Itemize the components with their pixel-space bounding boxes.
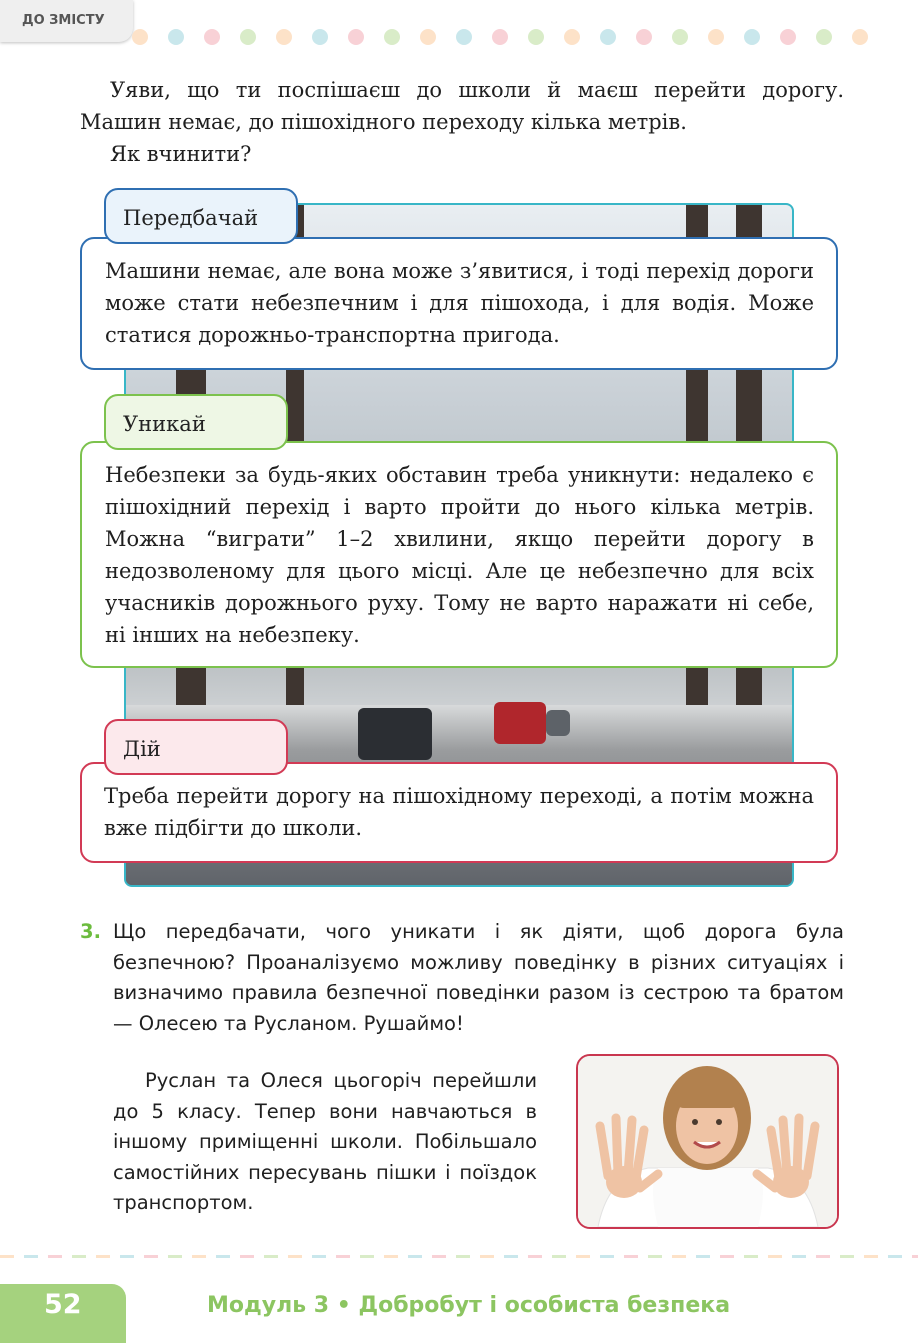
- decorative-dot: [564, 29, 580, 45]
- avoid-text: Небезпеки за будь-яких обставин треба уникнути: недалеко є пішохідний перехід і варто пройти до нього кілька метрів. Можна “виграти” 1–2 хвилини, якщо перейти дорогу в недозволеному для цього місці. Але це небезпечно для всіх учасників дорожнього руху. Тому не варто наражати ні себе, ні інших на небезпеку.: [105, 463, 814, 647]
- decorative-dot: [780, 29, 796, 45]
- divider-dash: [912, 1255, 918, 1258]
- divider-dash: [192, 1255, 206, 1258]
- red-truck: [494, 702, 546, 744]
- divider-dash: [72, 1255, 86, 1258]
- divider-dash: [840, 1255, 854, 1258]
- divider-dash: [720, 1255, 734, 1258]
- divider-dash: [792, 1255, 806, 1258]
- distant-car: [546, 710, 570, 736]
- decorative-dot: [744, 29, 760, 45]
- divider-dash: [552, 1255, 566, 1258]
- decorative-dot: [132, 29, 148, 45]
- divider-dash: [432, 1255, 446, 1258]
- intro-question: Як вчинити?: [110, 142, 252, 166]
- story-text: Руслан та Олеся цьогоріч перейшли до 5 класу. Тепер вони навчаються в іншому приміщенні школи. Побільшало самостійних пересувань пішки і поїздок транспортом.: [113, 1069, 537, 1214]
- divider-dash: [456, 1255, 470, 1258]
- divider-dash: [240, 1255, 254, 1258]
- foresee-box: [80, 237, 838, 370]
- dashed-divider: [0, 1255, 918, 1259]
- foresee-label: Передбачай: [104, 188, 298, 244]
- decorative-dot: [348, 29, 364, 45]
- divider-dash: [24, 1255, 38, 1258]
- decorative-dot: [816, 29, 832, 45]
- avoid-label: Уникай: [104, 394, 288, 450]
- divider-dash: [0, 1255, 14, 1258]
- girl-photo: [576, 1054, 839, 1229]
- divider-dash: [216, 1255, 230, 1258]
- divider-dash: [360, 1255, 374, 1258]
- divider-dash: [48, 1255, 62, 1258]
- divider-dash: [408, 1255, 422, 1258]
- task-text: Що передбачати, чого уникати і як діяти, щоб дорога була безпечною? Проаналізуємо можливу поведінку в різних ситуаціях і визначимо правила безпечної поведінки разом із сестрою та братом — Олесею та Русланом. Рушаймо!: [113, 920, 844, 1035]
- divider-dash: [504, 1255, 518, 1258]
- divider-dash: [816, 1255, 830, 1258]
- divider-dash: [888, 1255, 902, 1258]
- divider-dash: [480, 1255, 494, 1258]
- decorative-dot: [708, 29, 724, 45]
- decorative-dot: [528, 29, 544, 45]
- story-paragraph: [113, 1066, 537, 1219]
- foresee-text: Машини немає, але вона може з’явитися, і тоді перехід дороги може стати небезпечним і для пішохода, і для водія. Може статися дорожньо-транспортна пригода.: [105, 259, 814, 347]
- task-number: 3.: [80, 920, 101, 943]
- decorative-dot: [492, 29, 508, 45]
- divider-dash: [576, 1255, 590, 1258]
- decorative-dot: [420, 29, 436, 45]
- divider-dash: [696, 1255, 710, 1258]
- decorative-dot: [636, 29, 652, 45]
- avoid-box: [80, 441, 838, 668]
- intro-paragraph: Уяви, що ти поспішаєш до школи й маєш перейти дорогу. Машин немає, до пішохідного переходу кілька метрів.: [80, 78, 844, 134]
- divider-dash: [768, 1255, 782, 1258]
- decorative-dot: [204, 29, 220, 45]
- divider-dash: [336, 1255, 350, 1258]
- intro-text: [80, 74, 844, 170]
- task-3: [80, 917, 844, 1039]
- divider-dash: [600, 1255, 614, 1258]
- decorative-dot: [384, 29, 400, 45]
- divider-dash: [624, 1255, 638, 1258]
- decorative-dot: [600, 29, 616, 45]
- divider-dash: [312, 1255, 326, 1258]
- divider-dash: [648, 1255, 662, 1258]
- divider-dash: [528, 1255, 542, 1258]
- decorative-dot: [852, 29, 868, 45]
- act-text: Треба перейти дорогу на пішохідному переході, а потім можна вже підбігти до школи.: [104, 784, 814, 840]
- decorative-dot: [240, 29, 256, 45]
- decorative-dot: [456, 29, 472, 45]
- divider-dash: [744, 1255, 758, 1258]
- divider-dash: [864, 1255, 878, 1258]
- dark-suv: [358, 708, 432, 760]
- divider-dash: [120, 1255, 134, 1258]
- divider-dash: [384, 1255, 398, 1258]
- page-number: 52: [44, 1289, 82, 1320]
- decorative-dot: [312, 29, 328, 45]
- table-of-contents-button[interactable]: ДО ЗМІСТУ: [0, 0, 133, 42]
- decorative-dot: [168, 29, 184, 45]
- act-label: Дій: [104, 719, 288, 775]
- divider-dash: [264, 1255, 278, 1258]
- divider-dash: [96, 1255, 110, 1258]
- divider-dash: [144, 1255, 158, 1258]
- decorative-dot-row: [0, 29, 918, 47]
- decorative-dot: [672, 29, 688, 45]
- module-title: Модуль 3 • Добробут і особиста безпека: [207, 1293, 731, 1318]
- divider-dash: [168, 1255, 182, 1258]
- act-box: [80, 762, 838, 863]
- girl-illustration: [578, 1056, 837, 1227]
- decorative-dot: [276, 29, 292, 45]
- divider-dash: [672, 1255, 686, 1258]
- divider-dash: [288, 1255, 302, 1258]
